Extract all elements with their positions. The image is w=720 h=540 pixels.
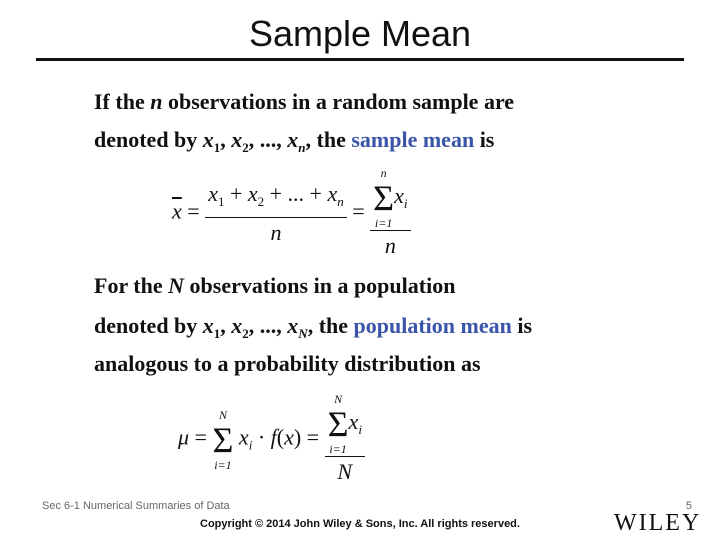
title-underline (36, 58, 684, 61)
sample-mean-term: sample mean (351, 127, 475, 152)
text-line-3: For the N observations in a population (94, 273, 456, 298)
text-line-2: denoted by $x_1$, $x_2$, ..., $x_n$, the sample mean is (94, 127, 495, 155)
text-line-5: analogous to a probability distribution as (94, 351, 481, 376)
page-number: 5 (685, 500, 692, 512)
text-line-4: denoted by $x_1$, $x_2$, ..., $x_N$, the population mean is (94, 313, 533, 341)
slide-title: Sample Mean (248, 13, 472, 54)
wiley-logo: WILEY (614, 510, 702, 536)
sample-mean-equation: $\overline{x}$ = $\frac{x_1 + x_2 + ... + x_n}{n}$ = n Σ i=1 $x_i$ n (172, 166, 411, 261)
population-mean-equation: μ = N Σ i=1 $x_i \cdot f(x)$ = N Σ i=1 $x_i$ N (178, 392, 365, 487)
population-mean-term: population mean (353, 313, 512, 338)
copyright-notice: Copyright © 2014 John Wiley & Sons, Inc. All rights reserved. (200, 518, 520, 530)
text-line-1: If the n observations in a random sample are (94, 89, 515, 114)
section-label: Sec 6-1 Numerical Summaries of Data (42, 500, 230, 512)
